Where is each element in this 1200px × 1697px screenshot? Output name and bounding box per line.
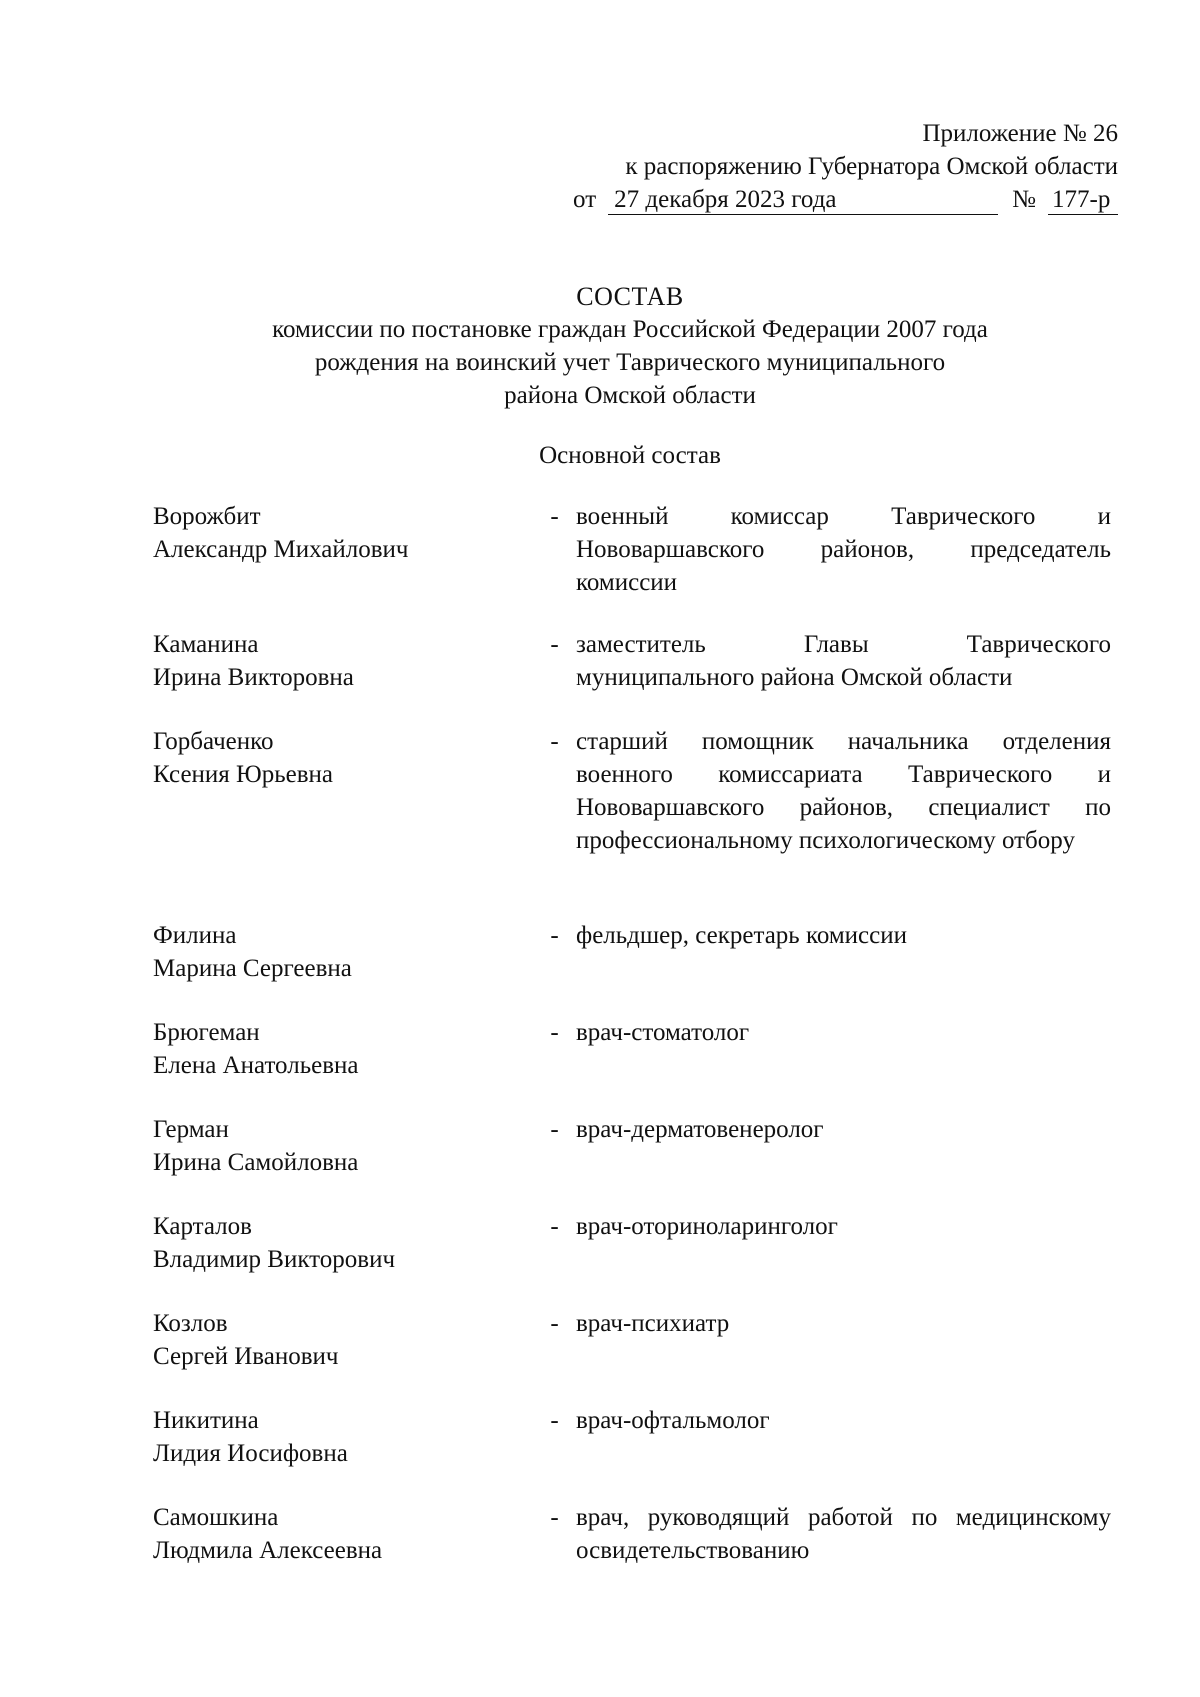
member-surname: Филина	[153, 922, 237, 949]
member-name	[153, 1210, 533, 1276]
member-surname: Никитина	[153, 1407, 259, 1434]
member-row	[153, 1307, 1113, 1373]
member-given-name: Лидия Иосифовна	[153, 1440, 348, 1467]
order-reference: к распоряжению Губернатора Омской области	[625, 153, 1118, 180]
member-row	[153, 1404, 1113, 1470]
member-dash: -	[550, 728, 559, 755]
order-date: 27 декабря 2023 года	[608, 186, 998, 215]
member-dash: -	[550, 1213, 559, 1240]
member-dash: -	[550, 1407, 559, 1434]
member-given-name: Владимир Викторович	[153, 1246, 396, 1273]
document-title: СОСТАВ	[576, 282, 684, 311]
member-surname: Каманина	[153, 631, 259, 658]
member-surname: Карталов	[153, 1213, 252, 1240]
member-row	[153, 919, 1113, 985]
member-dash: -	[550, 1310, 559, 1337]
subtitle-line: комиссии по постановке граждан Российской Федерации 2007 года	[272, 316, 988, 343]
member-row	[153, 1016, 1113, 1082]
member-surname: Самошкина	[153, 1504, 279, 1531]
member-dash: -	[550, 503, 559, 530]
member-surname: Козлов	[153, 1310, 228, 1337]
member-row	[153, 628, 1113, 694]
member-role: врач, руководящий работой по медицинскому освидетельствованию	[576, 1504, 1111, 1564]
member-role: заместитель Главы Таврического муниципального района Омской области	[576, 631, 1111, 691]
member-name	[153, 500, 533, 599]
member-surname: Ворожбит	[153, 503, 261, 530]
member-given-name: Ирина Самойловна	[153, 1149, 359, 1176]
member-name	[153, 919, 533, 985]
member-name	[153, 628, 533, 694]
member-surname: Горбаченко	[153, 728, 274, 755]
document-subtitle	[210, 313, 1050, 412]
member-dash: -	[550, 1019, 559, 1046]
member-role: старший помощник начальника отделения военного комиссариата Таврического и Нововаршавского районов, специалист по профессиональному психологическому отбору	[576, 728, 1111, 854]
member-given-name: Елена Анатольевна	[153, 1052, 359, 1079]
member-name	[153, 1307, 533, 1373]
member-surname: Герман	[153, 1116, 229, 1143]
number-prefix: №	[1012, 186, 1036, 213]
member-role: врач-дерматовенеролог	[576, 1116, 824, 1143]
date-prefix: от	[573, 186, 597, 213]
member-role: врач-офтальмолог	[576, 1407, 770, 1434]
appendix-header	[478, 117, 1118, 216]
member-role: врач-стоматолог	[576, 1019, 750, 1046]
member-role: фельдшер, секретарь комиссии	[576, 922, 908, 949]
member-row	[153, 1113, 1113, 1179]
subtitle-line: района Омской области	[504, 382, 756, 409]
member-given-name: Марина Сергеевна	[153, 955, 352, 982]
member-name	[153, 1501, 533, 1567]
member-row	[153, 1210, 1113, 1276]
member-dash: -	[550, 631, 559, 658]
order-date-line	[478, 183, 1118, 216]
member-role: врач-психиатр	[576, 1310, 730, 1337]
member-name	[153, 725, 533, 857]
member-dash: -	[550, 1116, 559, 1143]
member-dash: -	[550, 1504, 559, 1531]
order-number: 177-р	[1048, 186, 1118, 215]
member-given-name: Сергей Иванович	[153, 1343, 339, 1370]
subtitle-line: рождения на воинский учет Таврического муниципального	[314, 349, 946, 376]
member-surname: Брюгеман	[153, 1019, 260, 1046]
section-title: Основной состав	[539, 442, 721, 469]
member-row	[153, 725, 1113, 857]
member-given-name: Ирина Викторовна	[153, 664, 354, 691]
document-title-block	[150, 280, 1110, 412]
member-name	[153, 1404, 533, 1470]
member-dash: -	[550, 922, 559, 949]
member-row	[153, 1501, 1113, 1567]
member-given-name: Ксения Юрьевна	[153, 761, 334, 788]
appendix-number: Приложение № 26	[922, 120, 1118, 147]
member-role: военный комиссар Таврического и Нововаршавского районов, председатель комиссии	[576, 503, 1111, 596]
member-name	[153, 1016, 533, 1082]
member-given-name: Людмила Алексеевна	[153, 1537, 383, 1564]
member-given-name: Александр Михайлович	[153, 536, 409, 563]
member-name	[153, 1113, 533, 1179]
member-row	[153, 500, 1113, 599]
member-role: врач-оториноларинголог	[576, 1213, 838, 1240]
